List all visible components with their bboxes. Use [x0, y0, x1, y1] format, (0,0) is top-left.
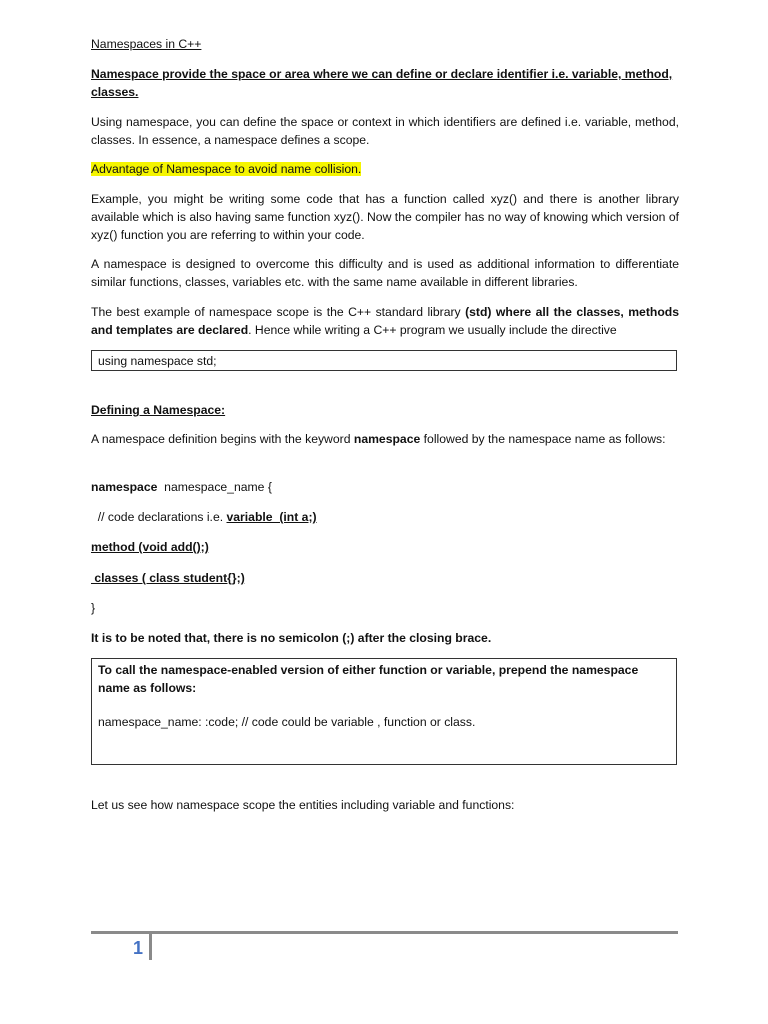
page-title: Namespaces in C++ [91, 37, 202, 51]
code-comment: // code declarations i.e. [91, 510, 227, 524]
closing-line: Let us see how namespace scope the entities including variable and functions: [91, 798, 515, 812]
code-method: method (void add();) [91, 540, 209, 554]
advantage-highlight: Advantage of Namespace to avoid name collision. [91, 162, 362, 176]
best-example-text-2: . Hence while writing a C++ program we usually include the directive [248, 323, 617, 337]
designed-paragraph: A namespace is designed to overcome this difficulty and is used as additional information to differentiate similar functions, classes, variables etc. with the same name available in different libraries. [91, 257, 679, 289]
code-namespace-line [91, 478, 679, 496]
definition-heading: Namespace provide the space or area where we can define or declare identifier i.e. variable, method, classes. [91, 67, 673, 99]
best-example-paragraph [91, 303, 679, 339]
note: It is to be noted that, there is no semicolon (;) after the closing brace. [91, 631, 492, 645]
using-directive-box [91, 350, 677, 371]
intro-paragraph: Using namespace, you can define the space or context in which identifiers are defined i.e. variable, method, classes. In essence, a namespace defines a scope. [91, 115, 679, 147]
defining-heading: Defining a Namespace: [91, 403, 226, 417]
code-name-line: namespace_name { [157, 480, 272, 494]
definition-text-1: A namespace definition begins with the keyword [91, 432, 354, 446]
call-box-syntax: namespace_name: :code; // code could be variable , function or class. [98, 715, 476, 729]
namespace-keyword: namespace [353, 432, 421, 446]
code-comment-line [91, 508, 679, 526]
best-example-text-1: The best example of namespace scope is the C++ standard library [91, 305, 466, 319]
code-keyword: namespace [91, 480, 158, 494]
advantage-line [91, 160, 679, 178]
page-number-divider [149, 934, 152, 960]
page-number: 1 [133, 938, 144, 958]
definition-text [91, 430, 679, 448]
best-example-bold: (std) where all the classes, methods and templates are declared [91, 305, 679, 337]
definition-text-2: followed by the namespace name as follows: [420, 432, 666, 446]
footer-rule [91, 931, 678, 934]
code-classes: classes ( class student{};) [91, 571, 245, 585]
example-paragraph: Example, you might be writing some code that has a function called xyz() and there is another library available which is also having same function xyz(). Now the compiler has no way of knowing which version of xyz() function you are referring to within your code. [91, 192, 679, 242]
code-variable: variable (int a;) [226, 510, 317, 524]
code-closing: } [91, 601, 96, 615]
using-directive: using namespace std; [98, 354, 217, 368]
call-box-heading: To call the namespace-enabled version of either function or variable, prepend the namespace name as follows: [98, 663, 639, 695]
call-box [91, 658, 677, 765]
